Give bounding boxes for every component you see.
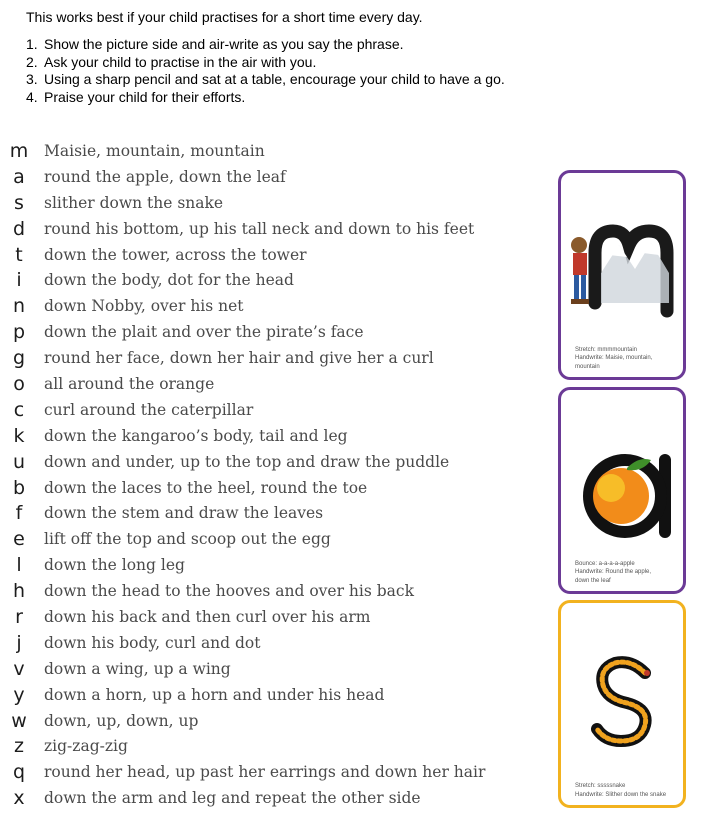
intro-text: This works best if your child practises for a short time every day. bbox=[26, 9, 423, 25]
card-note-line: Handwrite: Slither down the snake bbox=[575, 791, 667, 798]
letter-phrase-row bbox=[0, 164, 540, 190]
letter-glyph: n bbox=[12, 295, 26, 318]
card-note-line: Bounce: a-a-a-a-apple bbox=[575, 560, 635, 567]
letter-phrase-row bbox=[0, 449, 540, 475]
letter-phrase-row bbox=[0, 371, 540, 397]
step-number: 1. bbox=[26, 36, 38, 52]
letter-glyph: r bbox=[15, 605, 23, 628]
card-note-line: Stretch: mmmmountain bbox=[575, 346, 638, 353]
letter-phrase: down the body, dot for the head bbox=[44, 271, 294, 290]
letter-phrase-row bbox=[0, 423, 540, 449]
flashcard-m bbox=[558, 170, 686, 380]
letter-glyph: f bbox=[15, 502, 23, 525]
step-text: Praise your child for their efforts. bbox=[44, 88, 246, 105]
card-note-line: Handwrite: Round the apple, bbox=[575, 569, 652, 575]
letter-phrase: down a horn, up a horn and under his head bbox=[44, 685, 385, 704]
letter-phrase-row bbox=[0, 630, 540, 656]
letter-phrase: down the head to the hooves and over his back bbox=[44, 582, 414, 601]
letter-glyph: j bbox=[16, 631, 22, 654]
card-note-line: mountain bbox=[575, 363, 600, 370]
letter-phrase: down the stem and draw the leaves bbox=[44, 504, 324, 523]
letter-phrase: round his bottom, up his tall neck and down to his feet bbox=[44, 219, 475, 238]
card-note bbox=[575, 560, 685, 586]
letter-glyph: y bbox=[13, 683, 25, 706]
snake-letter-s-illustration bbox=[561, 603, 683, 805]
letter-phrase-row bbox=[0, 500, 540, 526]
card-note bbox=[575, 346, 685, 372]
card-note-line: Stretch: sssssnake bbox=[575, 783, 626, 789]
letter-phrase-row bbox=[0, 267, 540, 293]
letter-glyph: e bbox=[13, 528, 25, 551]
letter-phrase-row bbox=[0, 785, 540, 811]
letter-glyph: k bbox=[13, 424, 25, 447]
letter-glyph: a bbox=[13, 165, 25, 188]
letter-glyph: w bbox=[11, 709, 27, 732]
letter-glyph: m bbox=[9, 139, 29, 162]
step-number: 3. bbox=[26, 71, 38, 87]
letter-phrase-row bbox=[0, 708, 540, 734]
card-note bbox=[575, 782, 685, 799]
letter-phrase: down and under, up to the top and draw the puddle bbox=[44, 452, 450, 471]
letter-glyph: i bbox=[16, 269, 22, 292]
letter-phrase-row bbox=[0, 345, 540, 371]
letter-glyph: q bbox=[12, 761, 26, 784]
letter-phrase-row bbox=[0, 397, 540, 423]
letter-phrase-row bbox=[0, 293, 540, 319]
letter-phrase-row bbox=[0, 319, 540, 345]
step-text: Using a sharp pencil and sat at a table, encourage your child to have a go. bbox=[44, 71, 505, 87]
letter-glyph: v bbox=[13, 657, 25, 680]
letter-phrase: down the laces to the heel, round the toe bbox=[44, 478, 368, 497]
flashcard-a bbox=[558, 387, 686, 594]
letter-phrase-row bbox=[0, 475, 540, 501]
letter-phrase-row bbox=[0, 759, 540, 785]
letter-phrase-row bbox=[0, 216, 540, 242]
step-text: Show the picture side and air-write as you say the phrase. bbox=[44, 36, 404, 52]
letter-glyph: t bbox=[15, 243, 23, 266]
letter-phrase: down his body, curl and dot bbox=[44, 633, 261, 652]
instruction-step bbox=[26, 54, 505, 72]
letter-glyph: z bbox=[14, 735, 24, 758]
letter-glyph: l bbox=[16, 554, 22, 577]
letter-glyph: s bbox=[14, 191, 24, 214]
letter-phrase-row bbox=[0, 682, 540, 708]
step-number: 2. bbox=[26, 53, 38, 70]
letter-phrase: all around the orange bbox=[44, 374, 215, 393]
instruction-step bbox=[26, 71, 505, 89]
letter-phrase-row bbox=[0, 604, 540, 630]
letter-phrase: down the kangaroo’s body, tail and leg bbox=[44, 426, 348, 445]
letter-glyph: d bbox=[12, 217, 26, 240]
letter-glyph: o bbox=[13, 372, 25, 395]
letter-phrase-row bbox=[0, 656, 540, 682]
letter-phrase: down, up, down, up bbox=[44, 711, 199, 730]
instruction-step bbox=[26, 89, 505, 107]
letter-phrase: round her head, up past her earrings and down her hair bbox=[44, 763, 486, 782]
letter-phrase-row bbox=[0, 190, 540, 216]
letter-phrase: Maisie, mountain, mountain bbox=[44, 141, 265, 160]
letter-phrase: down the long leg bbox=[44, 556, 185, 575]
letter-phrase: down Nobby, over his net bbox=[44, 297, 244, 316]
letter-phrase-list bbox=[0, 138, 540, 811]
card-note-line: down the leaf bbox=[575, 577, 611, 584]
letter-phrase: round the apple, down the leaf bbox=[44, 167, 286, 186]
instruction-step bbox=[26, 36, 505, 54]
letter-phrase: round her face, down her hair and give her a curl bbox=[44, 349, 434, 368]
letter-glyph: h bbox=[12, 580, 26, 603]
letter-phrase: down the tower, across the tower bbox=[44, 245, 307, 264]
letter-phrase: curl around the caterpillar bbox=[44, 400, 254, 419]
card-note-line: Handwrite: Maisie, mountain, bbox=[575, 355, 653, 361]
letter-glyph: b bbox=[12, 476, 26, 499]
step-text: Ask your child to practise in the air with you. bbox=[44, 53, 317, 70]
letter-phrase-row bbox=[0, 578, 540, 604]
letter-phrase-row bbox=[0, 552, 540, 578]
letter-phrase: slither down the snake bbox=[44, 193, 224, 212]
letter-phrase: down the plait and over the pirate’s face bbox=[44, 323, 364, 342]
flashcard-s bbox=[558, 600, 686, 808]
letter-phrase: zig-zag-zig bbox=[44, 737, 128, 756]
letter-glyph: u bbox=[12, 450, 26, 473]
letter-phrase: down a wing, up a wing bbox=[44, 659, 231, 678]
letter-glyph: c bbox=[13, 398, 25, 421]
letter-glyph: g bbox=[12, 347, 26, 370]
letter-phrase-row bbox=[0, 138, 540, 164]
step-number: 4. bbox=[26, 88, 38, 105]
letter-phrase-row bbox=[0, 526, 540, 552]
letter-phrase: lift off the top and scoop out the egg bbox=[44, 530, 331, 549]
letter-glyph: x bbox=[13, 787, 25, 810]
letter-glyph: p bbox=[12, 321, 26, 344]
letter-phrase: down the arm and leg and repeat the other side bbox=[44, 789, 421, 808]
letter-phrase-row bbox=[0, 733, 540, 759]
letter-phrase: down his back and then curl over his arm bbox=[44, 607, 371, 626]
letter-phrase-row bbox=[0, 242, 540, 268]
instruction-list bbox=[26, 36, 505, 106]
